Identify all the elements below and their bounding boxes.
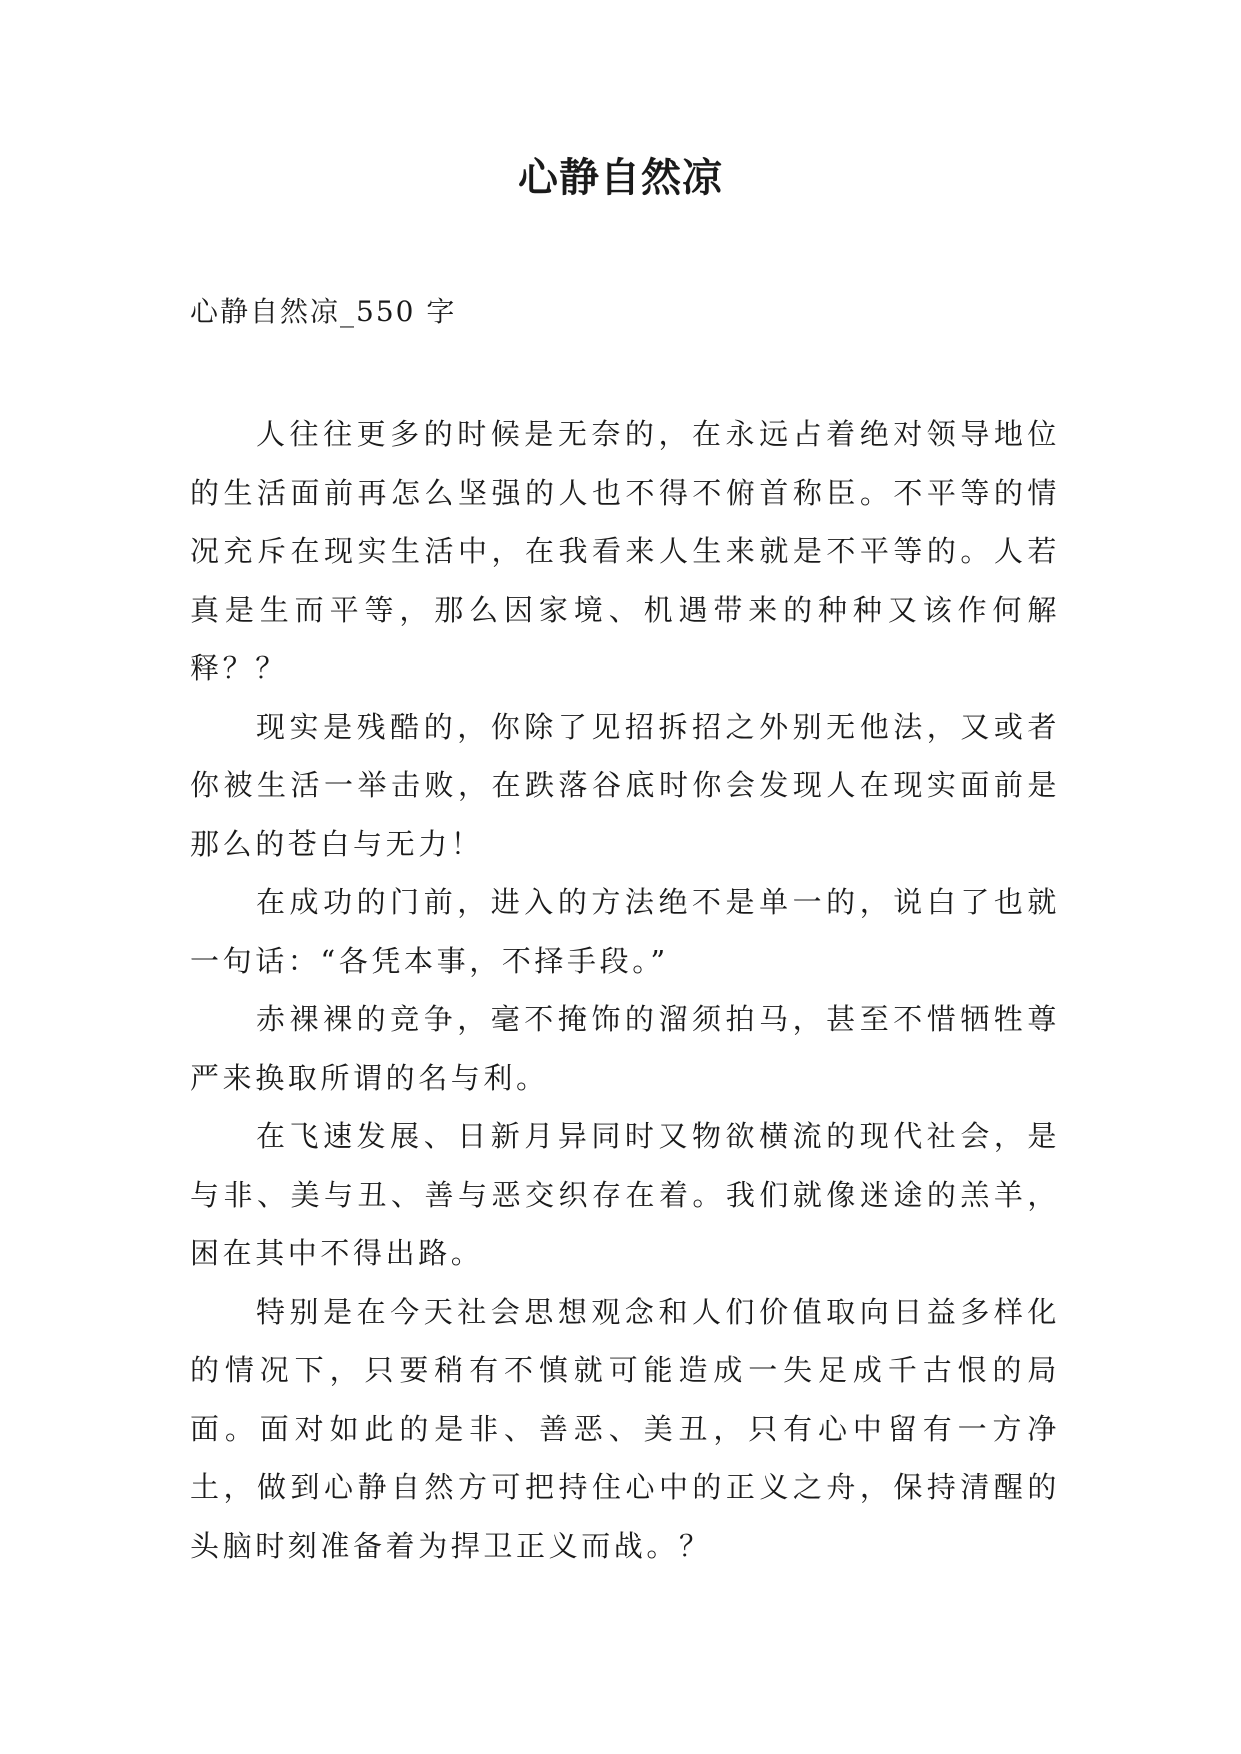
document-subtitle: 心静自然凉_550 字 [190, 295, 457, 328]
paragraph: 特别是在今天社会思想观念和人们价值取向日益多样化的情况下，只要稍有不慎就可能造成一失足成千古恨的局面。面对如此的是非、善恶、美丑，只有心中留有一方净土，做到心静自然方可把持住心中的正义之舟，保持清醒的头脑时刻准备着为捍卫正义而战。？ [190, 1294, 1060, 1563]
paragraph: 人往往更多的时候是无奈的，在永远占着绝对领导地位的生活面前再怎么坚强的人也不得不俯首称臣。不平等的情况充斥在现实生活中，在我看来人生来就是不平等的。人若真是生而平等，那么因家境、机遇带来的种种又该作何解释？？ [190, 417, 1060, 685]
paragraph: 现实是残酷的，你除了见招拆招之外别无他法，又或者你被生活一举击败，在跌落谷底时你会发现人在现实面前是那么的苍白与无力！ [190, 709, 1060, 861]
document-title: 心静自然凉 [518, 155, 723, 201]
paragraph: 在飞速发展、日新月异同时又物欲横流的现代社会，是与非、美与丑、善与恶交织存在着。我们就像迷途的羔羊，困在其中不得出路。 [190, 1119, 1060, 1270]
paragraph: 赤裸裸的竞争，毫不掩饰的溜须拍马，甚至不惜牺牲尊严来换取所谓的名与利。 [190, 1002, 1060, 1095]
paragraph: 在成功的门前，进入的方法绝不是单一的，说白了也就一句话：“各凭本事，不择手段。” [190, 885, 1060, 978]
document-body [190, 405, 1060, 1575]
